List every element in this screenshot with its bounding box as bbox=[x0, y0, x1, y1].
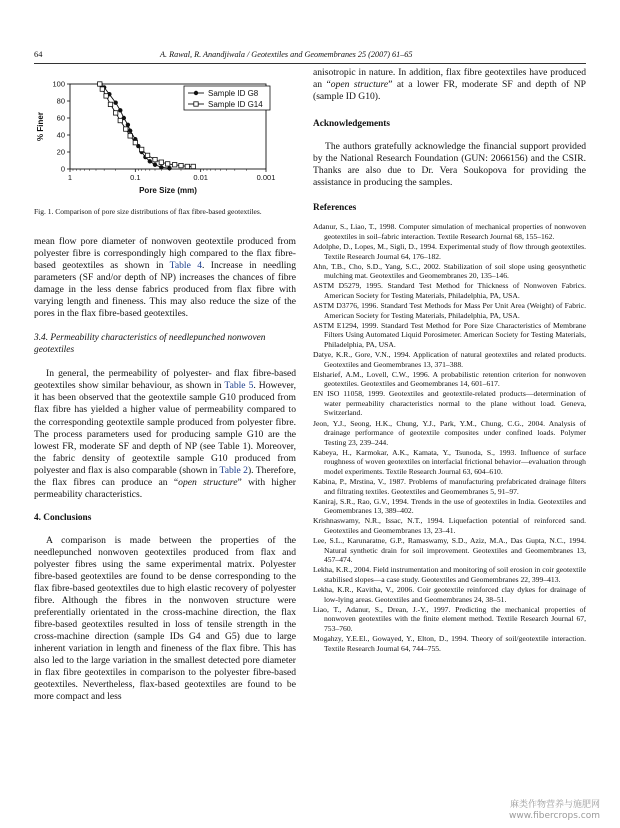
series-point bbox=[139, 147, 143, 151]
y-tick-label: 40 bbox=[56, 130, 65, 140]
text-span: ” with higher permeability characteristics. bbox=[34, 476, 296, 500]
reference-item: Krishnaswamy, N.R., Issac, N.T., 1994. Liquefaction potential of reinforced sand. Geotextiles and Geomembranes 13, 23–41. bbox=[313, 516, 586, 535]
y-tick-label: 80 bbox=[56, 96, 65, 106]
reference-item: Lekha, K.R., Kavitha, V., 2006. Coir geotextile reinforced clay dykes for drainage of low-lying areas. Geotextiles and Geomembranes 24, 38–51. bbox=[313, 585, 586, 604]
paragraph-continued bbox=[313, 67, 586, 103]
paragraph-mean-flow bbox=[34, 236, 296, 320]
figure-chart bbox=[34, 78, 296, 202]
x-tick-label: 0.01 bbox=[193, 173, 208, 182]
reference-list bbox=[313, 222, 586, 653]
figure-caption: Fig. 1. Comparison of pore size distributions of flax fibre-based geotextiles. bbox=[34, 207, 262, 216]
reference-item: Kaniraj, S.R., Rao, G.V., 1994. Trends in the use of geotextiles in India. Geotextiles and Geomembranes 13, 389–402. bbox=[313, 496, 586, 516]
y-tick-label: 60 bbox=[56, 113, 65, 123]
reference-item: Ahn, T.B., Cho, S.D., Yang, S.C., 2002. Stabilization of soil slope using geosynthetic mulching mat. Geotextiles and Geomembranes 20, 135–146. bbox=[313, 261, 586, 281]
series-point bbox=[172, 163, 176, 167]
acknowledgements-text: The authors gratefully acknowledge the financial support provided by the National Research Foundation (GUN: 2066156) and the CSIR. Thanks are also due to Dr. Vera Soukopova for providing the assistance in producing the samples. bbox=[313, 141, 586, 189]
text-span: In general, the permeability of polyester- and flax fibre-based geotextiles show similar behaviour, as shown in bbox=[34, 368, 296, 392]
text-span: ). Therefore, the flax fibres can produce an “ bbox=[34, 464, 296, 488]
reference-item: Kabina, P., Mrstina, V., 1987. Problems of manufacturing prefabricated drainage filters and filtrating textiles. Geotextiles and Geomembranes 5, 91–97. bbox=[313, 477, 586, 496]
reference-item: Mogahzy, Y.E.El., Gowayed, Y., Elton, D., 1994. Theory of soil/geotextile interaction. Textile Research Journal 64, 744–755. bbox=[313, 633, 586, 653]
watermark-url: www.fibercrops.com bbox=[509, 811, 600, 821]
series-point bbox=[100, 87, 104, 91]
page-number: 64 bbox=[34, 50, 43, 59]
reference-item: ASTM D3776, 1996. Standard Test Methods for Mass Per Unit Area (Weight) of Fabric. American Society for Testing Materials, Philadelphia, PA, USA. bbox=[313, 301, 586, 320]
reference-item: Kabeya, H., Karmokar, A.K., Kamata, Y., Tsunoda, S., 1993. Influence of surface roughness of woven geotextiles on interfacial frictional behavior—evaluation through model experiments. Textile Research Journal 63, 604–610. bbox=[313, 447, 586, 476]
text-span: mean flow pore diameter of nonwoven geotextile produced from polyester fibre is correspondingly high compared to the flax fibre-based geotextiles as shown in bbox=[34, 236, 296, 272]
y-tick-label: 0 bbox=[60, 164, 65, 174]
y-axis-label: % Finer bbox=[36, 112, 45, 141]
series-point bbox=[128, 134, 132, 138]
table-4-link[interactable]: Table 4 bbox=[169, 260, 203, 272]
legend-marker bbox=[194, 102, 198, 106]
reference-item: ASTM D5279, 1995. Standard Test Method for Thickness of Nonwoven Fabrics. American Society for Testing Materials, Philadelphia, PA, USA. bbox=[313, 281, 586, 300]
acknowledgements-heading: Acknowledgements bbox=[313, 119, 390, 130]
emphasis-open-structure: open structure bbox=[330, 79, 389, 91]
legend-label: Sample ID G14 bbox=[208, 99, 263, 109]
series-point bbox=[185, 164, 189, 168]
watermark bbox=[509, 800, 600, 822]
reference-item: Lee, S.L., Karunaratne, G.P., Ramaswamy, S.D., Aziz, M.A., Das Gupta, N.C., 1994. Natural synthetic drain for soil improvement. Geotextiles and Geomembranes 13, 457–474. bbox=[313, 536, 586, 565]
series-point bbox=[165, 162, 169, 166]
series-point bbox=[153, 157, 157, 161]
left-column bbox=[34, 78, 296, 704]
y-tick-label: 100 bbox=[52, 79, 65, 89]
series-point bbox=[124, 127, 128, 131]
series-point bbox=[159, 165, 163, 169]
pore-size-chart bbox=[34, 78, 296, 202]
references-heading: References bbox=[313, 203, 357, 214]
series-point bbox=[113, 111, 117, 115]
series-point bbox=[126, 123, 130, 127]
reference-item: Elsharief, A.M., Lovell, C.W., 1996. A probabilistic retention criterion for nonwoven geotextiles. Geotextiles and Geomembranes 14, 601–617. bbox=[313, 369, 586, 389]
text-span: . However, it has been observed that the geotextile sample G10 produced from flax fibre has yielded a higher value of permeability compared to the corresponding geotextile sample produced from polyester fibre. The process parameters used for producing sample G10 are the lowest FR, moderate SF and depth of NP (see Table 1). Moreover, the fabric density of geotextile sample G10 produced from polyester and flax is also comparable (shown in bbox=[34, 380, 296, 476]
series-point bbox=[118, 108, 122, 112]
x-tick-label: 0.1 bbox=[130, 173, 141, 182]
series-point bbox=[153, 163, 157, 167]
series-point bbox=[191, 164, 195, 168]
series-point bbox=[118, 118, 122, 122]
reference-item: ASTM E1294, 1999. Standard Test Method for Pore Size Characteristics of Membrane Filters Using Automated Liquid Porosimeter. American Society for Testing Materials, Philadelphia, PA, USA. bbox=[313, 320, 586, 349]
series-point bbox=[98, 82, 102, 86]
reference-item: Lekha, K.R., 2004. Field instrumentation and monitoring of soil erosion in coir geotextile stabilised slopes—a case study. Geotextiles and Geomembranes 22, 399–413. bbox=[313, 565, 586, 584]
reference-item: EN ISO 11058, 1999. Geotextiles and geotextile-related products—determination of water permeability characteristics normal to the plane without load. Geneva, Switzerland. bbox=[313, 389, 586, 418]
right-column bbox=[313, 67, 586, 654]
reference-item: Liao, T., Adanur, S., Drean, J.-Y., 1997. Predicting the mechanical properties of nonwoven geotextiles with the finite element method. Textile Research Journal 67, 753–760. bbox=[313, 604, 586, 633]
header-rule bbox=[34, 63, 586, 64]
series-point bbox=[133, 140, 137, 144]
series-line bbox=[101, 84, 170, 168]
running-title: A. Rawal, R. Anandjiwala / Geotextiles and Geomembranes 25 (2007) 61–65 bbox=[160, 50, 413, 59]
series-point bbox=[179, 163, 183, 167]
series-point bbox=[128, 129, 132, 133]
x-tick-label: 0.001 bbox=[256, 173, 276, 182]
series-point bbox=[167, 166, 171, 170]
table-2-link[interactable]: Table 2 bbox=[219, 464, 248, 476]
y-tick-label: 20 bbox=[56, 147, 65, 157]
text-span: anisotropic in nature. In addition, flax fibre geotextiles have produced an “ bbox=[313, 67, 586, 91]
reference-item: Jeon, Y.J., Seong, H.K., Chung, Y.J., Park, Y.M., Chung, C.G., 2004. Analysis of drainage performance of geotextile composites under confined loads. Polymer Testing 23, 239–244. bbox=[313, 418, 586, 447]
reference-item: Datye, K.R., Gore, V.N., 1994. Application of natural geotextiles and related products. Geotextiles and Geomembranes 13, 371–388. bbox=[313, 350, 586, 369]
paragraph-conclusions: A comparison is made between the properties of the needlepunched nonwoven geotextiles produced from flax and polyester fibres using the same experimental matrix. Polyester fibre-based geotextiles are found to be dense corresponding to the flax fibre-based geotextiles due to high elastic recovery of polyester fibre. Although the fibres in the nonwoven structure were preferentially orientated in the cross-machine direction, the flax fibre-based geotextiles resulted in loss of tensile strength in the cross-machine direction (sample IDs G4 and G5) due to large inherent variation in length and fineness of the flax fibre. This has also led to the large variation in the smallest detected pore diameter in flax fibre geotextiles in comparison to the polyester fibre-based geotextiles. Nevertheless, flax-based geotextiles are found to be more compact and less bbox=[34, 534, 296, 703]
paragraph-permeability bbox=[34, 368, 296, 501]
legend-marker bbox=[194, 91, 198, 95]
table-5-link[interactable]: Table 5 bbox=[224, 380, 254, 392]
reference-item: Adanur, S., Liao, T., 1998. Computer simulation of mechanical properties of nonwoven geotextiles in soil–fabric interaction. Textile Research Journal 68, 155–162. bbox=[313, 222, 586, 241]
text-span: ” at a lower FR, moderate SF and depth of NP (sample ID G10). bbox=[313, 79, 586, 103]
x-tick-label: 1 bbox=[67, 173, 73, 182]
series-point bbox=[113, 101, 117, 105]
series-point bbox=[108, 102, 112, 106]
legend-label: Sample ID G8 bbox=[208, 88, 259, 98]
emphasis-open-structure: open structure bbox=[178, 476, 238, 488]
section-3-4-heading: 3.4. Permeability characteristics of needlepunched nonwoven geotextiles bbox=[34, 333, 266, 356]
text-span: . Increase in needling parameters (SF and/or depth of NP) increases the chances of fibre damage in the less dense fabrics produced from flax fibre with varying length and fineness. This may also reduce the size of the pores in the flax fibre-based geotextiles. bbox=[34, 260, 297, 320]
series-point bbox=[148, 159, 152, 163]
watermark-line: 麻类作物营养与施肥网 bbox=[509, 800, 600, 810]
series-point bbox=[159, 160, 163, 164]
series-point bbox=[145, 153, 149, 157]
series-point bbox=[104, 94, 108, 98]
reference-item: Adolphe, D., Lopes, M., Sigli, D., 1994. Experimental study of flow through geotextiles. Textile Research Journal 64, 176–182. bbox=[313, 242, 586, 261]
section-4-heading: 4. Conclusions bbox=[34, 512, 92, 523]
x-axis-label: Pore Size (mm) bbox=[139, 186, 197, 195]
